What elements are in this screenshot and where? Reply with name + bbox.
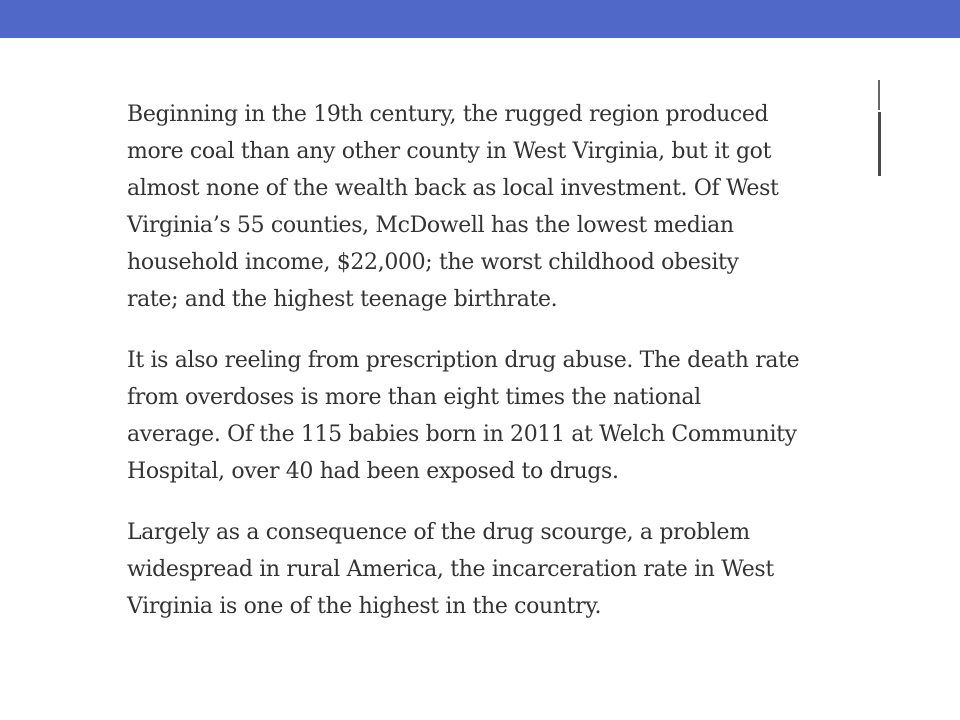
paragraph-3-line-1: Largely as a consequence of the drug scourge, a problem [127,520,750,545]
paragraph-1-line-4: Virginia’s 55 counties, McDowell has the lowest median [127,213,734,238]
paragraph-1-line-3: almost none of the wealth back as local investment. Of West [127,176,779,201]
paragraph-2-line-2: from overdoses is more than eight times the national [127,385,701,410]
header-bar [0,0,960,38]
paragraph-2-line-4: Hospital, over 40 had been exposed to drugs. [127,459,619,484]
paragraph-3 [127,514,847,625]
paragraph-1-line-2: more coal than any other county in West Virginia, but it got [127,139,772,164]
paragraph-1 [127,96,847,318]
paragraph-2-line-3: average. Of the 115 babies born in 2011 at Welch Community [127,422,797,447]
paragraph-1-line-6: rate; and the highest teenage birthrate. [127,287,558,312]
paragraph-1-line-5: household income, $22,000; the worst childhood obesity [127,250,739,275]
paragraph-spacer [127,490,847,514]
paragraph-3-line-2: widespread in rural America, the incarceration rate in West [127,557,774,582]
paragraph-3-line-3: Virginia is one of the highest in the country. [127,594,602,619]
paragraph-1-line-1: Beginning in the 19th century, the rugged region produced [127,102,769,127]
scroll-thumb[interactable] [878,112,881,176]
paragraph-spacer [127,318,847,342]
article-body [127,96,847,625]
paragraph-2 [127,342,847,490]
paragraph-2-line-1: It is also reeling from prescription drug abuse. The death rate [127,348,800,373]
scroll-track-mark [878,80,880,110]
scroll-indicator[interactable] [878,80,882,180]
